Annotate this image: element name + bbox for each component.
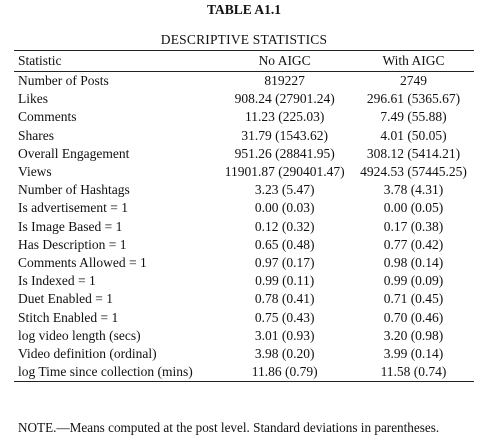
table-row	[14, 309, 474, 327]
row-statistic-cell: log video length (secs)	[18, 327, 141, 343]
row-with-aigc-cell: 4.01 (50.05)	[380, 127, 447, 143]
row-statistic-cell: Stitch Enabled = 1	[18, 309, 119, 325]
table-title: TABLE A1.1	[206, 2, 282, 17]
table-header-row	[14, 51, 474, 72]
table-row	[14, 290, 474, 308]
row-statistic-cell: Is Indexed = 1	[18, 273, 96, 289]
row-no-aigc-cell: 11901.87 (290401.47)	[224, 164, 345, 180]
row-with-aigc-cell: 0.70 (0.46)	[383, 309, 444, 325]
row-no-aigc-cell: 819227	[264, 73, 305, 88]
row-statistic-cell: Likes	[18, 91, 48, 107]
row-no-aigc-cell: 951.26 (28841.95)	[234, 145, 335, 161]
row-no-aigc-cell: 0.12 (0.32)	[254, 218, 315, 234]
row-with-aigc-cell: 0.77 (0.42)	[383, 236, 444, 252]
row-statistic-cell: Number of Posts	[18, 73, 109, 88]
table-body	[14, 72, 474, 382]
column-header-statistic: Statistic	[14, 51, 216, 72]
table-row	[14, 363, 474, 382]
row-with-aigc-cell: 3.78 (4.31)	[383, 182, 444, 198]
row-with-aigc-cell: 0.98 (0.14)	[383, 255, 444, 271]
row-with-aigc-cell: 3.99 (0.14)	[383, 346, 444, 362]
descriptive-statistics-table	[14, 50, 474, 382]
table-row	[14, 181, 474, 199]
table-note: NOTE.—Means computed at the post level. Standard deviations in parentheses.	[18, 420, 440, 435]
table-row	[14, 72, 474, 91]
row-no-aigc-cell: 0.65 (0.48)	[254, 236, 315, 252]
row-statistic-cell: Duet Enabled = 1	[18, 291, 113, 307]
row-no-aigc-cell: 908.24 (27901.24)	[234, 91, 335, 107]
row-no-aigc-cell: 0.00 (0.03)	[254, 200, 315, 216]
table-row	[14, 218, 474, 236]
row-with-aigc-cell: 2749	[400, 73, 427, 88]
row-statistic-cell: Comments Allowed = 1	[18, 255, 147, 271]
row-with-aigc-cell: 308.12 (5414.21)	[366, 145, 461, 161]
column-header-no-aigc: No AIGC	[216, 51, 353, 72]
row-no-aigc-cell: 0.75 (0.43)	[254, 309, 315, 325]
row-statistic-cell: log Time since collection (mins)	[14, 363, 216, 382]
row-statistic-cell: Has Description = 1	[18, 236, 127, 252]
table-row	[14, 145, 474, 163]
row-with-aigc-cell: 11.58 (0.74)	[353, 363, 474, 382]
table-row	[14, 254, 474, 272]
row-with-aigc-cell: 296.61 (5365.67)	[366, 91, 461, 107]
table-subtitle: DESCRIPTIVE STATISTICS	[160, 32, 328, 47]
table-row	[14, 108, 474, 126]
table-row	[14, 272, 474, 290]
row-no-aigc-cell: 3.23 (5.47)	[254, 182, 315, 198]
row-statistic-cell: Video definition (ordinal)	[18, 346, 157, 362]
row-statistic-cell: Number of Hashtags	[18, 182, 130, 198]
row-no-aigc-cell: 31.79 (1543.62)	[241, 127, 328, 143]
table-row	[14, 236, 474, 254]
row-no-aigc-cell: 11.23 (225.03)	[244, 109, 325, 125]
table-row	[14, 163, 474, 181]
row-statistic-cell: Comments	[18, 109, 77, 125]
table-row	[14, 199, 474, 217]
row-statistic-cell: Is advertisement = 1	[18, 200, 128, 216]
row-with-aigc-cell: 4924.53 (57445.25)	[360, 164, 467, 180]
row-statistic-cell: Views	[18, 164, 52, 180]
row-with-aigc-cell: 0.17 (0.38)	[383, 218, 444, 234]
table-row	[14, 327, 474, 345]
row-statistic-cell: Overall Engagement	[18, 145, 130, 161]
row-no-aigc-cell: 3.98 (0.20)	[254, 346, 315, 362]
table-row	[14, 345, 474, 363]
row-no-aigc-cell: 0.78 (0.41)	[254, 291, 315, 307]
row-no-aigc-cell: 0.97 (0.17)	[254, 255, 315, 271]
row-no-aigc-cell: 11.86 (0.79)	[216, 363, 353, 382]
table-row	[14, 90, 474, 108]
row-no-aigc-cell: 0.99 (0.11)	[255, 273, 315, 289]
row-with-aigc-cell: 0.00 (0.05)	[383, 200, 444, 216]
row-with-aigc-cell: 3.20 (0.98)	[383, 327, 444, 343]
row-statistic-cell: Is Image Based = 1	[18, 218, 123, 234]
row-statistic-cell: Shares	[18, 127, 54, 143]
table-row	[14, 127, 474, 145]
column-header-with-aigc: With AIGC	[353, 51, 474, 72]
row-with-aigc-cell: 0.99 (0.09)	[383, 273, 444, 289]
row-with-aigc-cell: 0.71 (0.45)	[383, 291, 444, 307]
row-no-aigc-cell: 3.01 (0.93)	[254, 327, 315, 343]
row-with-aigc-cell: 7.49 (55.88)	[380, 109, 447, 125]
